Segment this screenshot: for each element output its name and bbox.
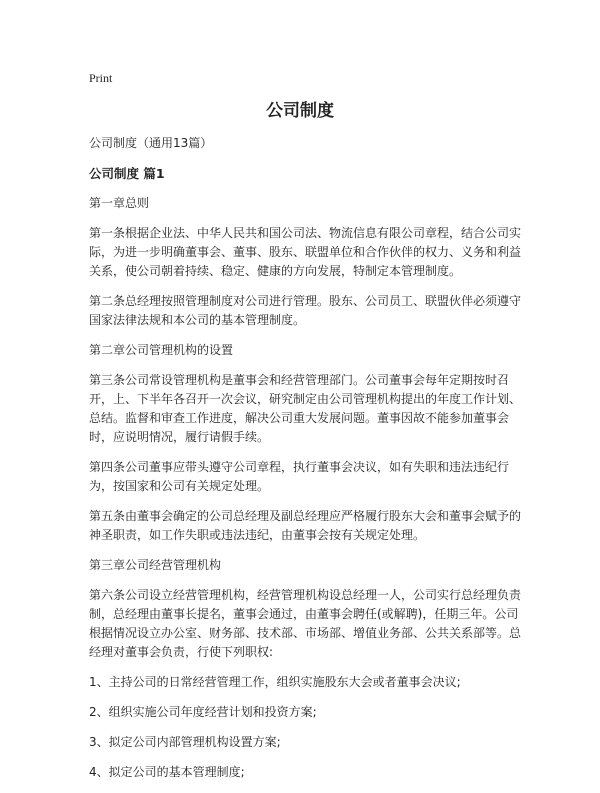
print-link[interactable]: Print (89, 71, 113, 85)
chapter-heading: 第三章公司经营管理机构 (89, 558, 222, 572)
document-subtitle: 公司制度（通用13篇） (89, 136, 213, 150)
section-heading: 公司制度 篇1 (89, 166, 165, 181)
chapter-heading: 第二章公司管理机构的设置 (89, 343, 234, 357)
page-title: 公司制度 (266, 101, 334, 121)
paragraph: 第六条公司设立经营管理机构，经营管理机构设总经理一人，公司实行总经理负责制，总经理由董事长提名，董事会通过，由董事会聘任(或解聘)，任期三年。公司根据情况设立办公室、财务部、技术部、市场部、增值业务部、公共关系部等。总经理对董事会负责，行使下列职权: (89, 588, 522, 659)
paragraph: 第四条公司董事应带头遵守公司章程，执行董事会决议，如有失职和违法违纪行为，按国家和公司有关规定处理。 (89, 460, 510, 493)
list-item: 4、拟定公司的基本管理制度; (89, 765, 245, 779)
paragraph: 第一条根据企业法、中华人民共和国公司法、物流信息有限公司章程，结合公司实际，为进一步明确董事会、董事、股东、联盟单位和合作伙伴的权力、义务和利益关系，使公司朝着持续、稳定、健康的方向发展，特制定本管理制度。 (89, 226, 522, 278)
paragraph: 第二条总经理按照管理制度对公司进行管理。股东、公司员工、联盟伙伴必须遵守国家法律法规和本公司的基本管理制度。 (89, 294, 522, 327)
paragraph: 第三条公司常设管理机构是董事会和经营管理部门。公司董事会每年定期按时召开，上、下半年各召开一次会议，研究制定由公司管理机构提出的年度工作计划、总结。监督和审查工作进度，解决公司重大发展问题。董事因故不能参加董事会时，应说明情况，履行请假手续。 (89, 373, 522, 444)
paragraph: 第五条由董事会确定的公司总经理及副总经理应严格履行股东大会和董事会赋予的神圣职责，如工作失职或违法违纪，由董事会按有关规定处理。 (89, 509, 522, 542)
chapter-heading: 第一章总则 (89, 196, 150, 210)
list-item: 1、主持公司的日常经营管理工作，组织实施股东大会或者董事会决议; (89, 675, 461, 689)
list-item: 2、组织实施公司年度经营计划和投资方案; (89, 705, 317, 719)
document-body (89, 134, 521, 793)
list-item: 3、拟定公司内部管理机构设置方案; (89, 735, 281, 749)
